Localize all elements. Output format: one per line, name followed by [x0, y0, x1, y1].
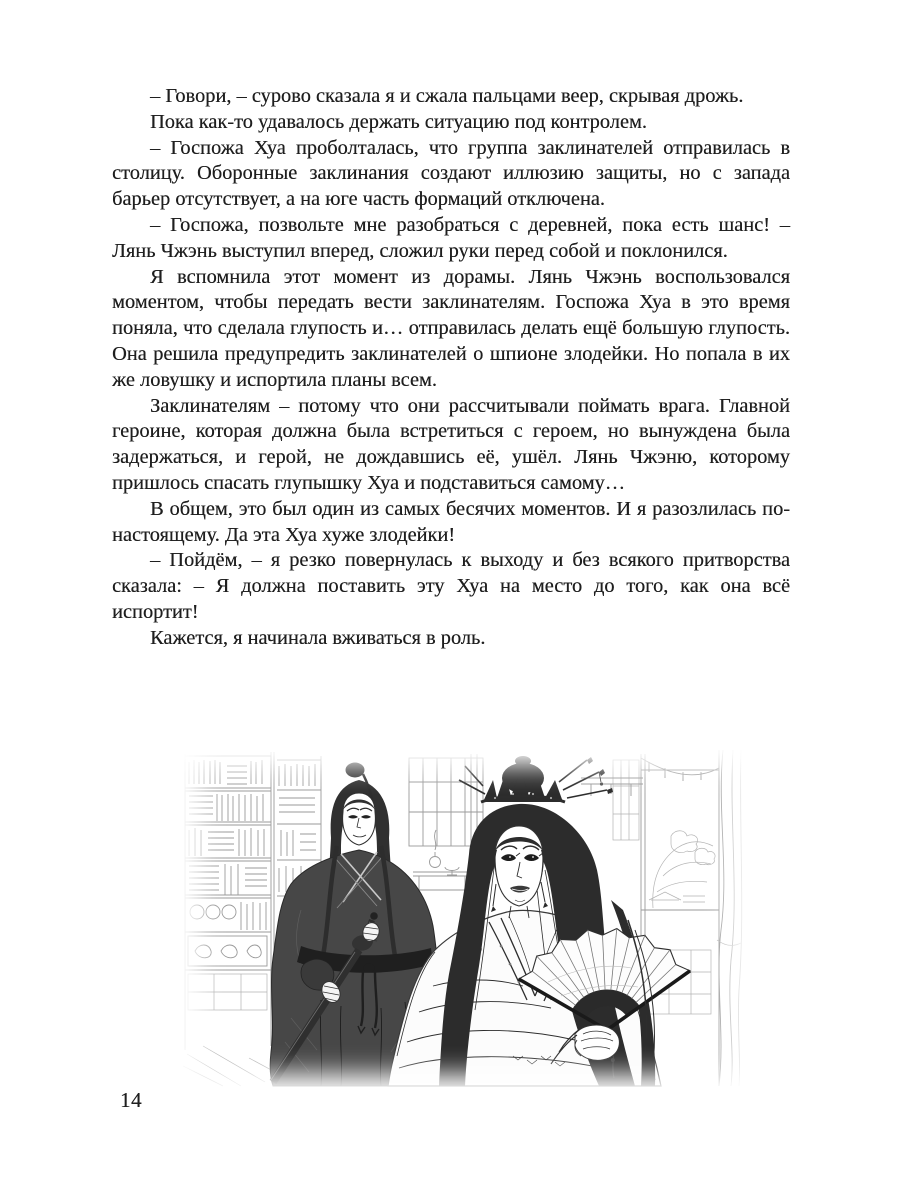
paragraph: – Говори, – сурово сказала я и сжала пальцами веер, скрывая дрожь.: [150, 85, 744, 107]
paragraph: – Пойдём, – я резко повернулась к выходу и без всякого притворства сказала: – Я должна поставить эту Хуа на место до того, как она всё испортит!: [112, 549, 790, 623]
paragraph: В общем, это был один из самых бесячих моментов. И я разозлилась по-настоящему. Да эта Хуа хуже злодейки!: [112, 497, 790, 546]
paragraph: Кажется, я начинала вживаться в роль.: [150, 626, 486, 649]
paragraph: – Госпожа, позвольте мне разобраться с деревней, пока есть шанс! – Лянь Чжэнь выступил вперед, сложил руки перед собой и поклонился.: [112, 213, 790, 262]
hairpin-tiara: [459, 757, 613, 802]
book-illustration: [183, 750, 747, 1090]
page-number: 14: [120, 1088, 142, 1112]
window-and-curtain: [641, 750, 742, 1086]
paragraph: Заклинателям – потому что они рассчитывали поймать врага. Главной героине, которая должна была встретиться с героем, но вынуждена была задержаться, и герой, не дождавшись её, ушёл. Лянь Чжэню, которому пришлось спасать глупышку Хуа и подставиться самому…: [112, 394, 790, 494]
paragraph: Я вспомнила этот момент из дорамы. Лянь Чжэнь воспользовался моментом, чтобы передать вести заклинателям. Госпожа Хуа в это время поняла, что сделала глупость и… отправилась делать ещё большую глупость. Она решила предупредить заклинателей о шпионе злодейки. Но попала в их же ловушку и испортила планы всем.: [112, 265, 790, 391]
page-text: [112, 84, 790, 652]
incense-table: [413, 830, 471, 902]
paragraph: – Госпожа Хуа проболталась, что группа заклинателей отправилась в столицу. Оборонные заклинания создают иллюзию защиты, но с запада барьер отсутствует, а на юге часть формаций отключена.: [112, 136, 790, 211]
paragraph: Пока как-то удавалось держать ситуацию под контролем.: [150, 110, 647, 133]
